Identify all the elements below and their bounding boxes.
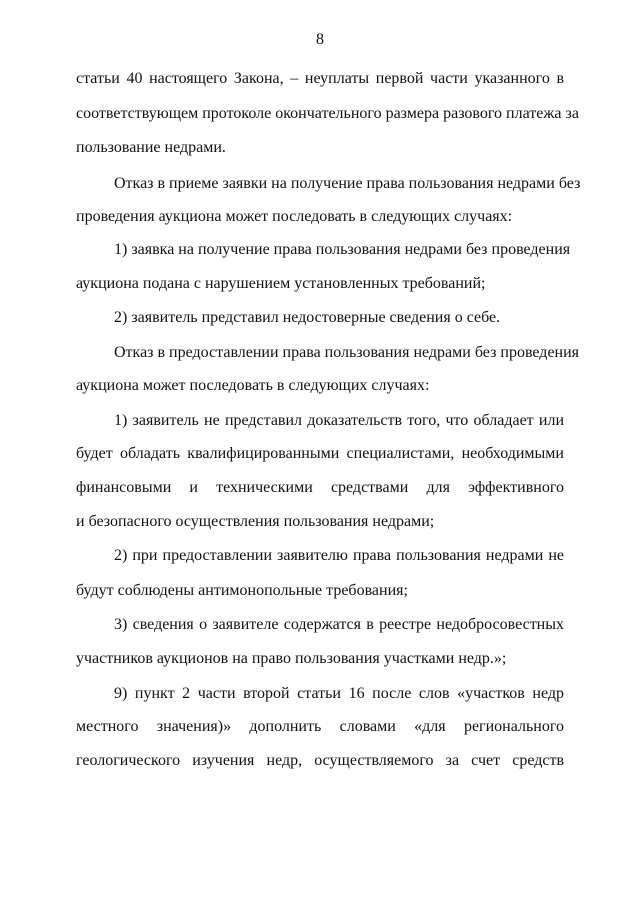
text-line: будет обладать квалифицированными специалистами, необходимыми xyxy=(76,445,564,462)
paragraph-start-line: Отказ в приеме заявки на получение права пользования недрами без xyxy=(114,175,581,192)
paragraph-start-line: Отказ в предоставлении права пользования недрами без проведения xyxy=(114,344,580,361)
list-item-line: 2) заявитель представил недостоверные сведения о себе. xyxy=(114,309,501,326)
text-line: будут соблюдены антимонопольные требования; xyxy=(76,582,408,599)
text-line: местного значения)» дополнить словами «для регионального xyxy=(76,718,564,735)
list-item-line: 1) заявка на получение права пользования недрами без проведения xyxy=(114,241,571,258)
list-item-line: 3) сведения о заявителе содержатся в реестре недобросовестных xyxy=(114,616,564,633)
page-number: 8 xyxy=(316,31,324,48)
text-line: финансовыми и техническими средствами для эффективного xyxy=(76,479,564,496)
text-line: и безопасного осуществления пользования недрами; xyxy=(76,513,435,530)
text-line: проведения аукциона может последовать в следующих случаях: xyxy=(76,208,513,225)
text-line: пользование недрами. xyxy=(76,139,226,156)
text-line: соответствующем протоколе окончательного размера разового платежа за xyxy=(76,105,579,122)
list-item-line: 2) при предоставлении заявителю права пользования недрами не xyxy=(114,547,564,564)
text-line: участников аукционов на право пользования участками недр.»; xyxy=(76,650,507,667)
paragraph-start-line: 9) пункт 2 части второй статьи 16 после слов «участков недр xyxy=(114,685,564,702)
text-line: аукциона может последовать в следующих случаях: xyxy=(76,377,430,394)
text-line: аукциона подана с нарушением установленных требований; xyxy=(76,275,486,292)
list-item-line: 1) заявитель не представил доказательств того, что обладает или xyxy=(114,412,564,429)
text-line: статьи 40 настоящего Закона, – неуплаты первой части указанного в xyxy=(76,70,564,87)
text-line: геологического изучения недр, осуществляемого за счет средств xyxy=(76,752,564,769)
